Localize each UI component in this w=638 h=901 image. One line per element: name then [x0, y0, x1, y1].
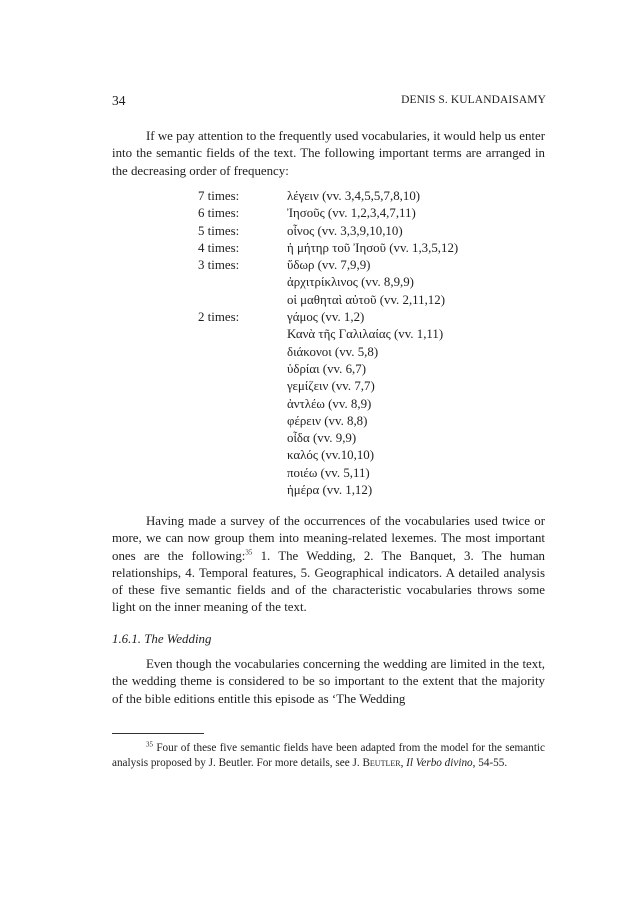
page-number: 34 — [112, 93, 126, 108]
frequency-count — [198, 482, 287, 499]
frequency-term: ποιέω (vv. 5,11) — [287, 465, 370, 480]
frequency-term: γάμος (vv. 1,2) — [287, 310, 365, 325]
frequency-count — [198, 274, 287, 291]
frequency-term: φέρειν (vv. 8,8) — [287, 413, 368, 428]
frequency-term: οἶδα (vv. 9,9) — [287, 431, 357, 446]
frequency-count: 3 times: — [198, 258, 240, 273]
frequency-term: καλός (vv.10,10) — [287, 448, 375, 463]
frequency-count: 2 times: — [198, 310, 240, 325]
frequency-row — [198, 413, 558, 430]
footnote-pages: , 54-55. — [472, 757, 508, 770]
frequency-row — [198, 309, 558, 326]
frequency-row — [198, 344, 558, 361]
frequency-term: ἡμέρα (vv. 1,12) — [287, 483, 373, 498]
frequency-row — [198, 447, 558, 464]
running-head: DENIS S. KULANDAISAMY — [401, 94, 546, 106]
frequency-row — [198, 326, 558, 343]
frequency-count — [198, 447, 287, 464]
frequency-row — [198, 188, 558, 205]
frequency-count — [198, 326, 287, 343]
survey-text-before-note: Having made a survey of the occurrences of the vocabularies used twice or more, we can now group them into meaning-related lexemes. The most important ones are the following: — [112, 514, 545, 563]
wedding-paragraph: Even though the vocabularies concerning the wedding are limited in the text, the wedding theme is considered to be so important to the extent that the majority of the bible editions entitle this episode as ‘The Wedding — [112, 657, 545, 706]
footnote-title: Il Verbo divino — [406, 757, 473, 770]
frequency-row — [198, 361, 558, 378]
frequency-term: Ἰησοῦς (vv. 1,2,3,4,7,11) — [287, 206, 416, 221]
frequency-row — [198, 430, 558, 447]
frequency-term: ἀντλέω (vv. 8,9) — [287, 396, 372, 411]
frequency-row — [198, 396, 558, 413]
footnote-number: 35 — [146, 740, 153, 749]
frequency-count: 6 times: — [198, 206, 240, 221]
intro-paragraph: If we pay attention to the frequently used vocabularies, it would help us enter into the semantic fields of the text. The following important terms are arranged in the decreasing order of frequency: — [112, 129, 545, 178]
frequency-count: 4 times: — [198, 240, 240, 255]
frequency-row — [198, 240, 558, 257]
footnote-author: Beutler — [362, 757, 401, 770]
frequency-count: 7 times: — [198, 189, 240, 203]
frequency-list — [198, 188, 558, 499]
frequency-term: οἶνος (vv. 3,3,9,10,10) — [287, 223, 403, 238]
footnote-text: Four of these five semantic fields have been adapted from the model for the semantic analysis proposed by J. Beutler. For more details, see J. — [112, 742, 546, 770]
frequency-term: ὑδρίαι (vv. 6,7) — [287, 361, 366, 376]
frequency-row — [198, 292, 558, 309]
frequency-count — [198, 361, 287, 378]
frequency-row — [198, 274, 558, 291]
survey-paragraph — [112, 513, 545, 617]
frequency-row — [198, 465, 558, 482]
frequency-row — [198, 378, 558, 395]
frequency-count — [198, 413, 287, 430]
frequency-term: ἡ μήτηρ τοῦ Ἰησοῦ (vv. 1,3,5,12) — [287, 240, 459, 255]
frequency-count — [198, 344, 287, 361]
frequency-count — [198, 378, 287, 395]
footnote-separator: , — [400, 757, 407, 770]
frequency-term: Κανὰ τῆς Γαλιλαίας (vv. 1,11) — [287, 327, 444, 342]
frequency-count — [198, 292, 287, 309]
footnote-reference: 35 — [245, 548, 253, 557]
footnote-divider — [112, 733, 204, 734]
frequency-row — [198, 482, 558, 499]
frequency-count — [198, 465, 287, 482]
frequency-count: 5 times: — [198, 223, 240, 238]
survey-text-after-note: 1. The Wedding, 2. The Banquet, 3. The human relationships, 4. Temporal features, 5. Geographical indicators. A detailed analysis of these five semantic fields and of the characteristic vocabularies throws some light on the inner meaning of the text. — [112, 548, 545, 615]
frequency-term: ἀρχιτρίκλινος (vv. 8,9,9) — [287, 275, 414, 290]
frequency-row — [198, 223, 558, 240]
frequency-count — [198, 396, 287, 413]
frequency-term: γεμίζειν (vv. 7,7) — [287, 379, 375, 394]
frequency-term: οἱ μαθηταὶ αὐτοῦ (vv. 2,11,12) — [287, 292, 445, 307]
frequency-row — [198, 205, 558, 222]
frequency-row — [198, 257, 558, 274]
frequency-term: διάκονοι (vv. 5,8) — [287, 344, 379, 359]
frequency-term: λέγειν (vv. 3,4,5,5,7,8,10) — [287, 189, 421, 203]
frequency-count — [198, 430, 287, 447]
frequency-term: ὕδωρ (vv. 7,9,9) — [287, 258, 371, 273]
footnote — [112, 741, 545, 771]
section-heading: 1.6.1. The Wedding — [112, 632, 212, 646]
